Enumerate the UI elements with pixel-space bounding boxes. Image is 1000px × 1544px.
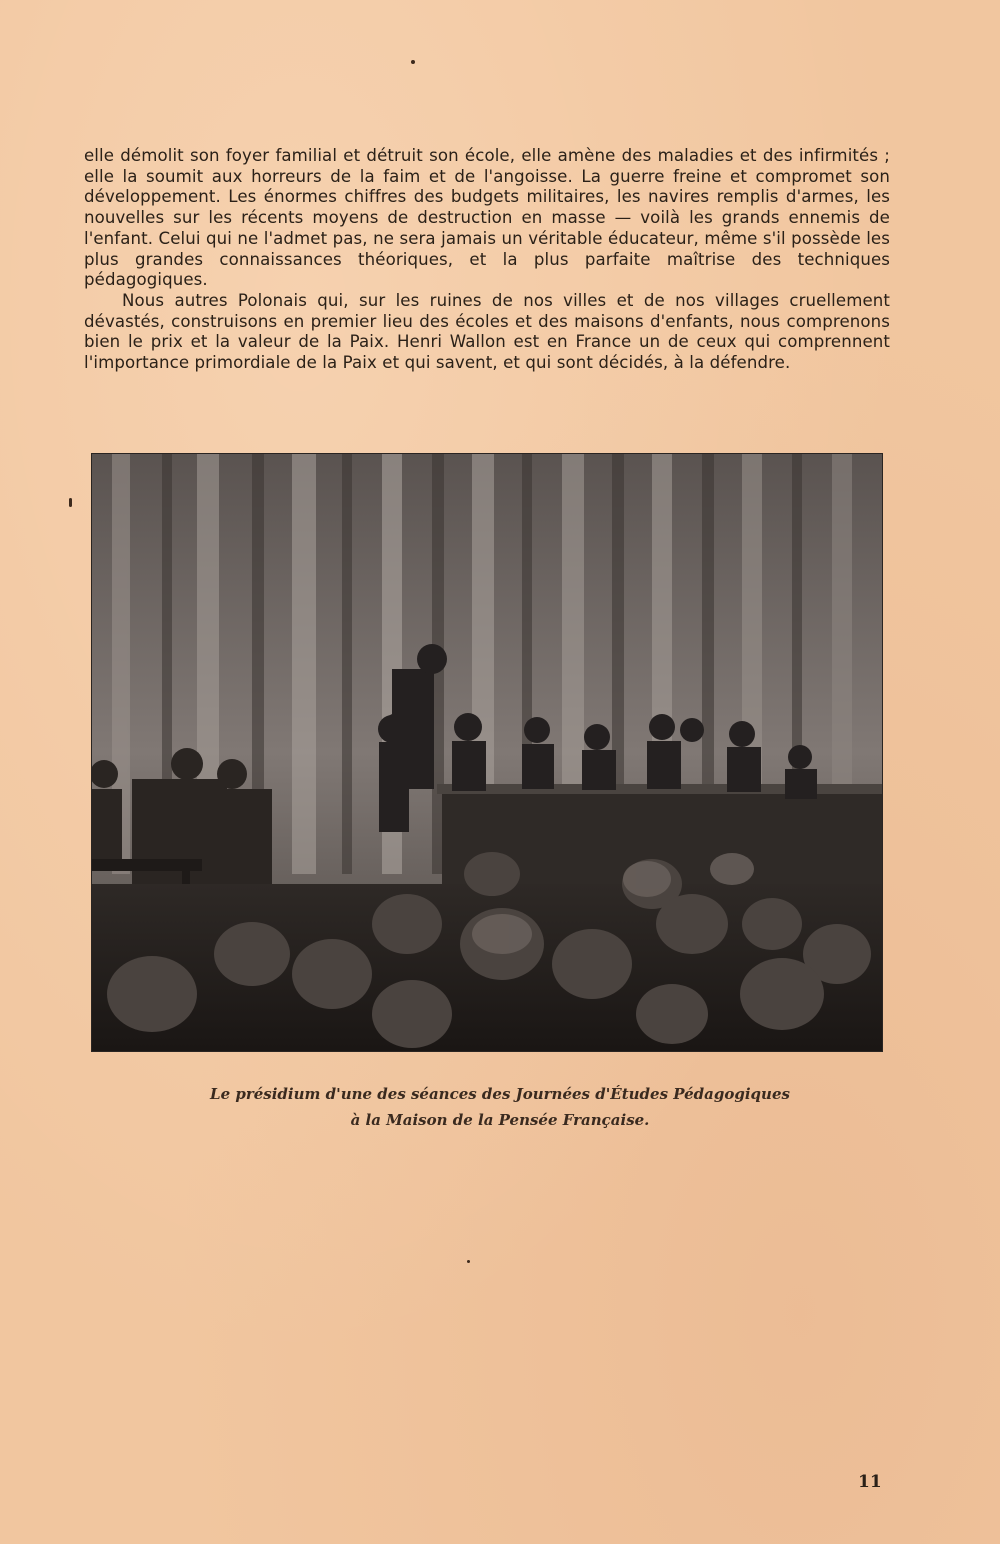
body-text — [84, 146, 890, 374]
paper-speck — [69, 498, 72, 507]
page-number: 11 — [858, 1472, 882, 1492]
paragraph-2: Nous autres Polonais qui, sur les ruines de nos villes et de nos villages cruellement dévastés, construisons en premier lieu des écoles et des maisons d'enfants, nous comprenons bien le prix et la valeur de la Paix. Henri Wallon est en France un de ceux qui comprennent l'importance primordiale de la Paix et qui savent, et qui sont décidés, à la défendre. — [84, 290, 890, 373]
photo-caption — [150, 1081, 850, 1133]
caption-line-1: Le présidium d'une des séances des Journées d'Études Pédagogiques — [210, 1085, 790, 1103]
caption-line-2: à la Maison de la Pensée Française. — [350, 1111, 650, 1129]
presidium-photo — [91, 453, 883, 1052]
paper-speck — [411, 60, 415, 64]
paper-speck — [467, 1260, 470, 1263]
paragraph-1: elle démolit son foyer familial et détruit son école, elle amène des maladies et des infirmités ; elle la soumit aux horreurs de la faim et de l'angoisse. La guerre freine et compromet son développement. Les énormes chiffres des budgets militaires, les navires remplis d'armes, les nouvelles sur les récents moyens de destruction en masse — voilà les grands ennemis de l'enfant. Celui qui ne l'admet pas, ne sera jamais un véritable éducateur, même s'il possède les plus grandes connaissances théoriques, et la plus parfaite maîtrise des techniques pédagogiques. — [84, 146, 890, 290]
